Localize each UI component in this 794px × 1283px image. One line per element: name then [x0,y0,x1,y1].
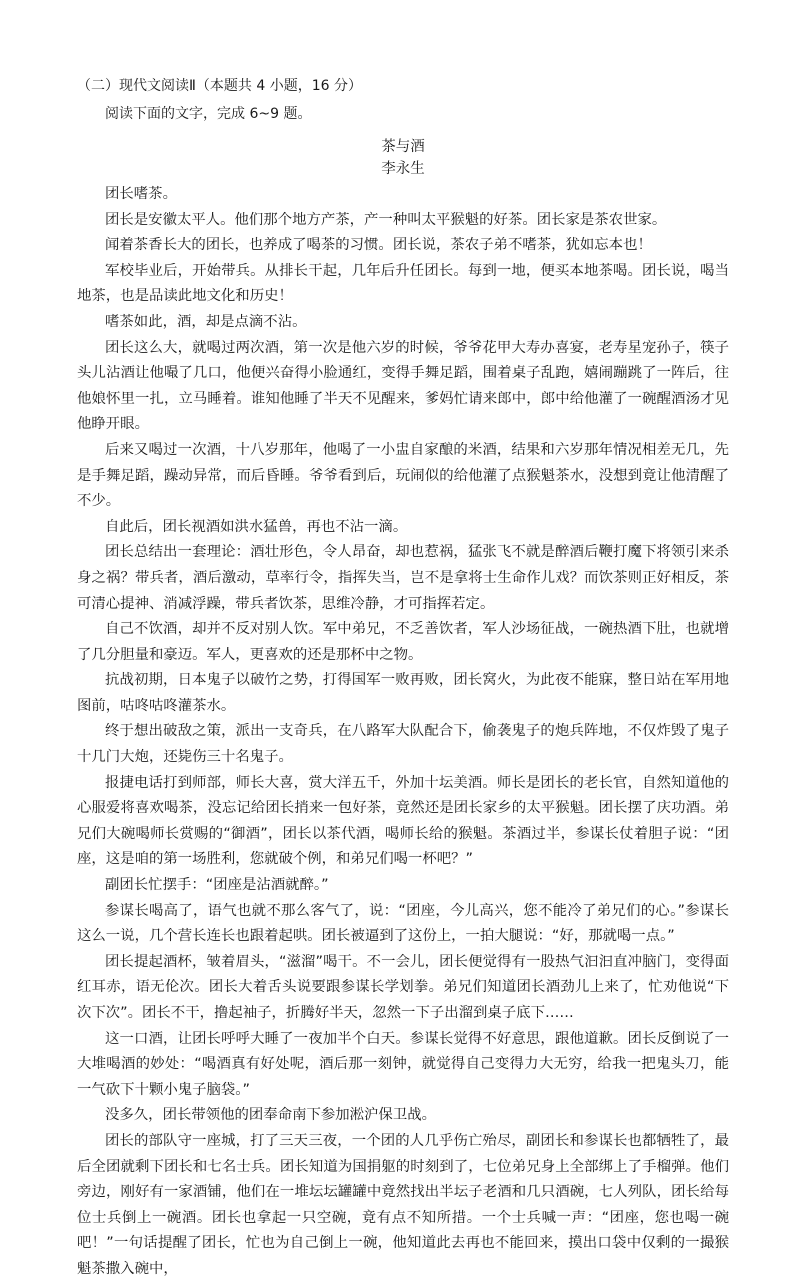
paragraph: 副团长忙摆手：“团座是沾酒就醉。” [105,877,329,894]
paragraph: 团长这么大，就喝过两次酒，第一次是他六岁的时候，爷爷花甲大寿办喜宴，老寿星宠孙子，筷子头儿沾酒让他嘬了几口，他便兴奋得小脸通红，变得手舞足蹈，围着桌子乱跑，嬉闹蹦跳了一阵后，往他娘怀里一扎，立马睡着。谁知他睡了半天不见醒来，爹妈忙请来郎中，郎中给他灌了一碗醒酒汤才见他睁开眼。 [77,339,729,433]
article-body [77,182,729,1283]
paragraph: 团长提起酒杯，皱着眉头，“滋溜”喝干。不一会儿，团长便觉得有一股热气汩汩直冲脑门，变得面红耳赤，语无伦次。团长大着舌头说要跟参谋长学划拳。弟兄们知道团长酒劲儿上来了，忙劝他说“下次下次”。团长不干，撸起袖子，折腾好半天，忽然一下子出溜到桌子底下…… [77,953,729,1021]
paragraph: 自己不饮酒，却并不反对别人饮。军中弟兄，不乏善饮者，军人沙场征战，一碗热酒下肚，也就增了几分胆量和豪迈。军人，更喜欢的还是那杯中之物。 [77,621,729,663]
paragraph: 这一口酒，让团长呼呼大睡了一夜加半个白天。参谋长觉得不好意思，跟他道歉。团长反倒说了一大堆喝酒的妙处：“喝酒真有好处呢，酒后那一刻钟，就觉得自己变得力大无穷，给我一把鬼头刀，能一气砍下十颗小鬼子脑袋。” [77,1030,729,1098]
paragraph: 抗战初期，日本鬼子以破竹之势，打得国军一败再败，团长窝火，为此夜不能寐，整日站在军用地图前，咕咚咕咚灌茶水。 [77,672,729,714]
article-header [77,136,729,180]
paragraph: 团长的部队守一座城，打了三天三夜，一个团的人几乎伤亡殆尽，副团长和参谋长也都牺牲了，最后全团就剩下团长和七名士兵。团长知道为国捐躯的时刻到了，七位弟兄身上全部绑上了手榴弹。他们旁边，刚好有一家酒铺，他们在一堆坛坛罐罐中竟然找出半坛子老酒和几只酒碗，七人列队，团长给每位士兵倒上一碗酒。团长也拿起一只空碗，竟有点不知所措。一个士兵喊一声：“团座，您也喝一碗吧！”一句话提醒了团长，忙也为自己倒上一碗，他知道此去再也不能回来，摸出口袋中仅剩的一撮猴魁茶撒入碗中， [77,1132,729,1277]
paragraph: 团长嗜茶。 [105,186,177,202]
article-author: 李永生 [381,161,425,177]
paragraph: 后来又喝过一次酒，十八岁那年，他喝了一小盅自家酿的米酒，结果和六岁那年情况相差无几，先是手舞足蹈，躁动异常，而后昏睡。爷爷看到后，玩闹似的给他灌了点猴魁茶水，没想到竟让他清醒了不少。 [77,441,729,510]
paragraph: 军校毕业后，开始带兵。从排长干起，几年后升任团长。每到一地，便买本地茶喝。团长说，喝当地茶，也是品读此地文化和历史！ [77,262,729,305]
article-title: 茶与酒 [381,139,425,155]
paragraph: 嗜茶如此，酒，却是点滴不沾。 [105,313,307,330]
paragraph: 闻着茶香长大的团长，也养成了喝茶的习惯。团长说，茶农子弟不嗜茶，犹如忘本也！ [105,237,652,254]
section-heading: （二）现代文阅读Ⅱ（本题共 4 小题，16 分） [77,78,362,94]
paragraph: 团长是安徽太平人。他们那个地方产茶，产一种叫太平猴魁的好茶。团长家是茶农世家。 [105,211,667,228]
paragraph: 团长总结出一套理论：酒壮形色，令人昂奋，却也惹祸，猛张飞不就是醉酒后鞭打魔下将领引来杀身之祸？带兵者，酒后激动，草率行令，指挥失当，岂不是拿将士生命作儿戏？而饮茶则正好相反，茶可清心提神、消减浮躁，带兵者饮茶，思维冷静，才可指挥若定。 [77,544,729,612]
document-page [77,72,729,1283]
paragraph: 报捷电话打到师部，师长大喜，赏大洋五千，外加十坛美酒。师长是团长的老长官，自然知道他的心服爱将喜欢喝茶，没忘记给团长捎来一包好茶，竟然还是团长家乡的太平猴魁。团长摆了庆功酒。弟兄们大碗喝师长赏赐的“御酒”，团长以茶代酒，喝师长给的猴魁。茶酒过半，参谋长仗着胆子说：“团座，这是咱的第一场胜利，您就破个例，和弟兄们喝一杯吧？” [77,774,729,868]
paragraph: 参谋长喝高了，语气也就不那么客气了，说：“团座，今儿高兴，您不能冷了弟兄们的心。”参谋长这么一说，几个营长连长也跟着起哄。团长被逼到了这份上，一拍大腿说：“好，那就喝一点。” [77,902,729,945]
paragraph: 自此后，团长视酒如洪水猛兽，再也不沾一滴。 [105,518,408,535]
paragraph: 终于想出破敌之策，派出一支奇兵，在八路军大队配合下，偷袭鬼子的炮兵阵地，不仅炸毁了鬼子十几门大炮，还毙伤三十名鬼子。 [77,723,729,766]
paragraph: 没多久，团长带领他的团奉命南下参加淞沪保卫战。 [105,1107,436,1124]
reading-instruction: 阅读下面的文字，完成 6~9 题。 [105,106,312,122]
